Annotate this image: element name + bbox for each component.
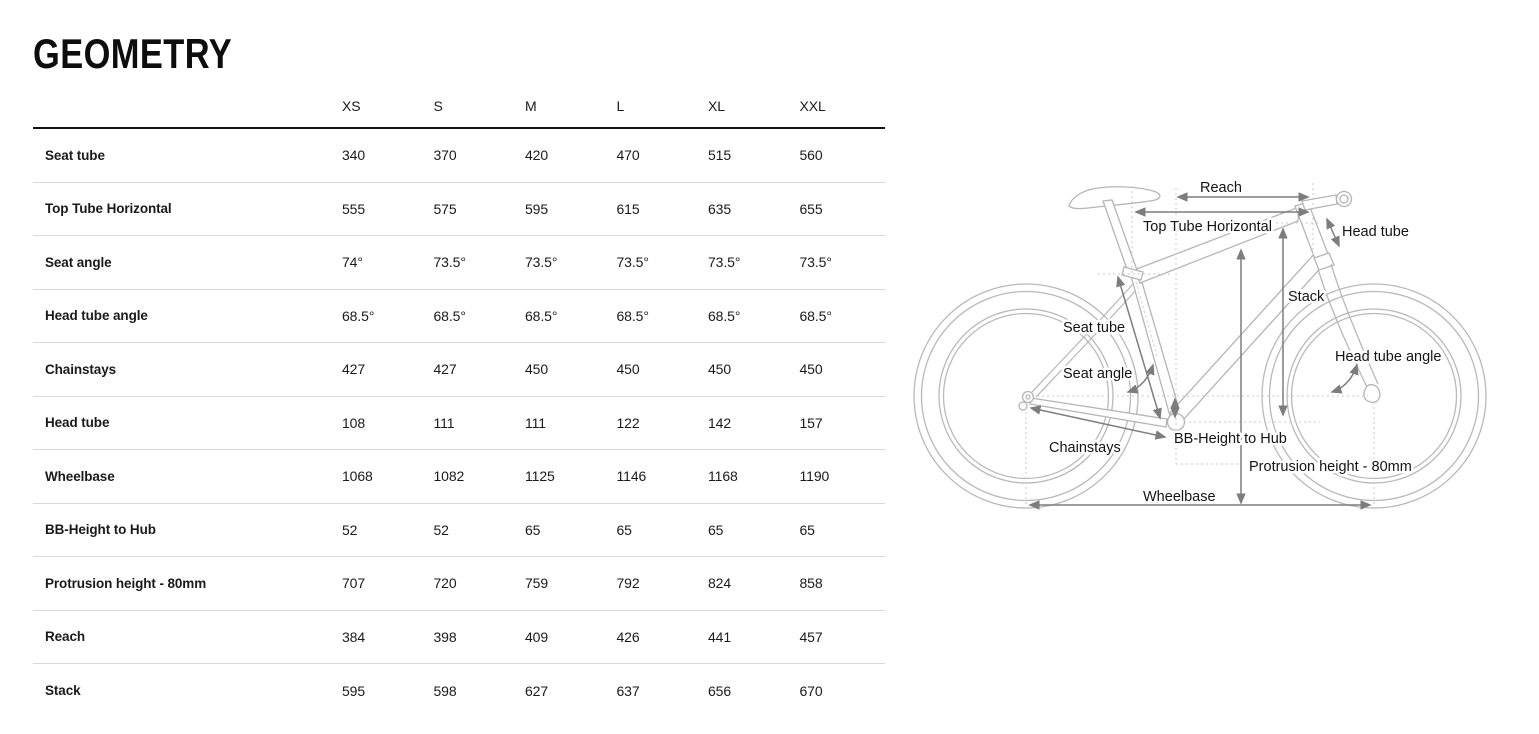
row-value: 457 [799,628,823,645]
row-value: 65 [799,521,815,538]
row-label: Head tube angle [45,308,148,324]
column-header-m: M [525,98,537,114]
row-value: 627 [525,682,549,699]
row-value: 450 [708,361,732,378]
row-label: Seat angle [45,254,112,270]
row-value: 68.5° [433,307,466,324]
row-value: 111 [525,414,546,431]
row-value: 420 [525,147,549,164]
table-row-bb-height-to-hub [33,504,885,558]
column-header-xxl: XXL [799,98,826,114]
row-value: 65 [616,521,632,538]
table-row-seat-tube [33,129,885,183]
geometry-table [33,85,885,718]
row-value: 68.5° [616,307,649,324]
column-header-xl: XL [708,98,725,114]
row-value: 73.5° [708,254,741,271]
table-row-seat-angle [33,236,885,290]
row-value: 111 [433,414,455,431]
label-protrusion-height: Protrusion height - 80mm [1249,459,1412,475]
handlebar-grip-inner [1340,195,1348,203]
row-value: 73.5° [433,254,466,271]
row-value: 656 [708,682,732,699]
row-value: 398 [433,628,457,645]
row-value: 450 [525,361,549,378]
row-value: 142 [708,414,732,431]
row-value: 68.5° [525,307,558,324]
row-value: 441 [708,628,732,645]
row-value: 759 [525,575,549,592]
bike-geometry-diagram [900,150,1539,560]
row-label: Protrusion height - 80mm [45,575,207,591]
row-value: 792 [616,575,640,592]
row-value: 858 [799,575,823,592]
row-value: 470 [616,147,640,164]
label-top-tube-horizontal: Top Tube Horizontal [1143,219,1272,235]
table-header-row [33,85,885,129]
fork-dropout [1364,385,1380,403]
table-row-reach [33,611,885,665]
bottom-bracket [1168,414,1185,431]
row-value: 52 [433,521,449,538]
row-label: Chainstays [45,361,117,377]
row-value: 1068 [342,468,373,485]
page-title: GEOMETRY [33,30,233,77]
row-value: 52 [342,521,358,538]
rear-hub [1023,392,1034,403]
row-value: 615 [616,200,640,217]
table-row-top-tube-horizontal [33,183,885,237]
row-value: 655 [799,200,823,217]
label-chainstays: Chainstays [1049,440,1121,456]
label-head-tube: Head tube [1342,224,1409,240]
row-value: 450 [799,361,823,378]
table-row-stack [33,664,885,718]
fork-leg [1318,269,1367,387]
row-value: 824 [708,575,732,592]
row-value: 73.5° [616,254,649,271]
row-value: 670 [799,682,823,699]
label-stack: Stack [1288,289,1325,305]
label-seat-tube: Seat tube [1063,320,1126,336]
head-tube-arrow [1327,219,1339,246]
row-value: 595 [525,200,549,217]
column-header-l: L [616,98,625,114]
row-label: Reach [45,629,86,645]
row-value: 409 [525,628,549,645]
row-value: 73.5° [525,254,558,271]
row-value: 575 [433,200,457,217]
row-label: BB-Height to Hub [45,522,156,538]
label-wheelbase: Wheelbase [1143,489,1216,505]
label-reach: Reach [1200,180,1242,196]
row-value: 65 [708,521,724,538]
row-value: 65 [525,521,541,538]
label-seat-angle: Seat angle [1063,366,1133,382]
row-value: 1168 [708,468,738,485]
row-label: Top Tube Horizontal [45,201,172,217]
down-tube-frame [1170,252,1326,420]
row-value: 74° [342,254,363,271]
table-row-protrusion-height [33,557,885,611]
row-label: Head tube [45,415,110,431]
row-value: 635 [708,200,732,217]
row-value: 598 [433,682,457,699]
head-tube-angle-arc [1332,365,1357,392]
table-row-chainstays [33,343,885,397]
table-row-wheelbase [33,450,885,504]
row-value: 108 [342,414,366,431]
row-label: Seat tube [45,147,105,163]
row-value: 122 [616,414,640,431]
seatpost [1103,200,1138,273]
head-tube-frame [1295,202,1328,259]
row-value: 73.5° [799,254,832,271]
label-bb-height-to-hub: BB-Height to Hub [1174,431,1287,447]
row-label: Stack [45,683,81,699]
table-row-head-tube-angle [33,290,885,344]
row-value: 560 [799,147,823,164]
row-value: 1125 [525,468,555,485]
row-value: 157 [799,414,823,431]
row-value: 515 [708,147,732,164]
row-value: 555 [342,200,366,217]
label-head-tube-angle: Head tube angle [1335,349,1442,365]
table-row-head-tube [33,397,885,451]
row-value: 595 [342,682,366,699]
column-header-s: S [433,98,443,114]
row-value: 340 [342,147,366,164]
row-value: 707 [342,575,366,592]
row-label: Wheelbase [45,468,115,484]
row-value: 720 [433,575,457,592]
row-value: 68.5° [342,307,375,324]
row-value: 68.5° [708,307,741,324]
row-value: 370 [433,147,457,164]
row-value: 384 [342,628,366,645]
row-value: 450 [616,361,640,378]
row-value: 637 [616,682,640,699]
row-value: 1082 [433,468,465,485]
row-value: 426 [616,628,640,645]
column-header-xs: XS [342,98,361,114]
row-value: 427 [433,361,457,378]
row-value: 427 [342,361,366,378]
row-value: 1146 [616,468,647,485]
row-value: 68.5° [799,307,832,324]
row-value: 1190 [799,468,830,485]
